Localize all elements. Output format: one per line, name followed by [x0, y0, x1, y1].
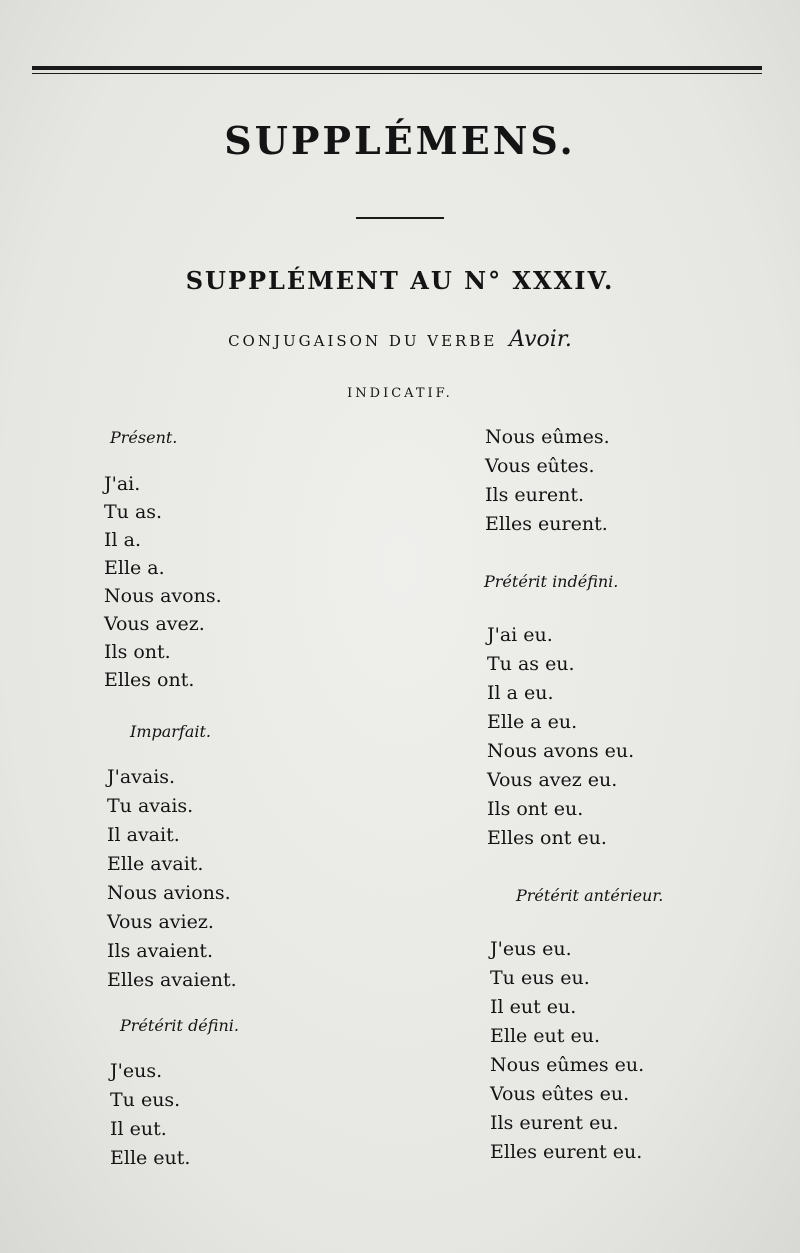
conjugation-line: Vous eûtes eu. [490, 1083, 630, 1105]
conjugation-line: Il avait. [107, 824, 180, 846]
conjugation-line: Il eut. [110, 1118, 167, 1140]
tense-preterit-defini: Prétérit défini. [120, 1016, 239, 1035]
conjugation-line: J'ai. [104, 473, 141, 495]
conjugation-line: Nous avions. [107, 882, 231, 904]
conjugation-line: Vous eûtes. [485, 455, 595, 477]
title-divider [356, 217, 444, 219]
conjugation-line: Vous avez eu. [487, 769, 618, 791]
conjugation-line: Elles ont eu. [487, 827, 607, 849]
conjugation-line: Ils eurent eu. [490, 1112, 619, 1134]
conjugation-line: Vous aviez. [107, 911, 214, 933]
conjugation-line: Vous avez. [104, 613, 205, 635]
conjugation-line: Elle eut. [110, 1147, 191, 1169]
conjugation-line: Il a eu. [487, 682, 554, 704]
conjugation-line: J'eus. [110, 1060, 163, 1082]
conjugation-line: Elles eurent eu. [490, 1141, 643, 1163]
conjugation-line: Elle avait. [107, 853, 204, 875]
header-thin-rule [32, 73, 762, 74]
conjugation-line: Nous eûmes. [485, 426, 610, 448]
conjugation-line: Elle a. [104, 557, 165, 579]
conjugation-line: Ils eurent. [485, 484, 585, 506]
conjugation-line: Elles eurent. [485, 513, 608, 535]
tense-present: Présent. [110, 428, 178, 447]
conjugation-line: Ils avaient. [107, 940, 213, 962]
tense-imparfait: Imparfait. [130, 722, 212, 741]
conjugation-line: J'avais. [107, 766, 176, 788]
conjugation-line: J'ai eu. [487, 624, 553, 646]
conjugation-line: Elles avaient. [107, 969, 237, 991]
header-thick-rule [32, 66, 762, 70]
mood-heading: INDICATIF. [347, 386, 453, 401]
conjugation-line: Nous eûmes eu. [490, 1054, 645, 1076]
conjugation-label: CONJUGAISON DU VERBE [228, 332, 498, 350]
section-subtitle: SUPPLÉMENT AU N° XXXIV. [185, 266, 615, 295]
conjugation-line: Tu eus. [110, 1089, 181, 1111]
tense-preterit-anterieur: Prétérit antérieur. [516, 886, 664, 905]
conjugation-line: Nous avons eu. [487, 740, 635, 762]
conjugation-line: Il eut eu. [490, 996, 577, 1018]
conjugation-line: Il a. [104, 529, 141, 551]
conjugation-line: Elles ont. [104, 669, 195, 691]
conjugation-line: Elle a eu. [487, 711, 578, 733]
conjugation-line: Elle eut eu. [490, 1025, 600, 1047]
conjugation-line: Ils ont eu. [487, 798, 584, 820]
conjugation-heading [0, 327, 800, 352]
conjugation-line: Nous avons. [104, 585, 222, 607]
conjugation-line: J'eus eu. [490, 938, 572, 960]
verb-name: Avoir. [509, 327, 572, 352]
conjugation-line: Tu as. [104, 501, 163, 523]
page-title: SUPPLÉMENS. [224, 118, 576, 163]
tense-preterit-indefini: Prétérit indéfini. [484, 572, 619, 591]
conjugation-line: Tu as eu. [487, 653, 575, 675]
conjugation-line: Ils ont. [104, 641, 171, 663]
conjugation-line: Tu eus eu. [490, 967, 590, 989]
conjugation-line: Tu avais. [107, 795, 194, 817]
